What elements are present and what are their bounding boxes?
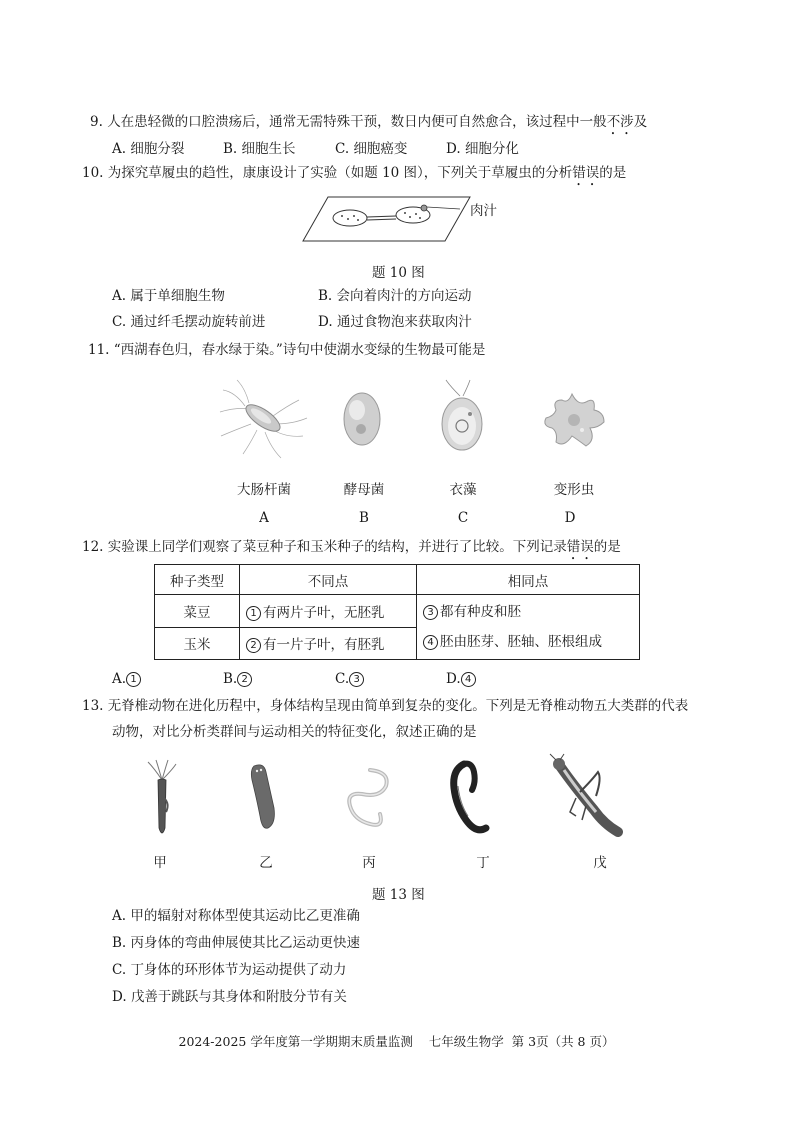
header-seed-type: 种子类型 [155,565,240,595]
q13-animal-jia: 甲 [153,855,167,871]
q11-option-c: C [457,510,469,526]
q9-stem [90,113,647,138]
table-row [155,595,640,628]
seed-comparison-table [154,564,640,660]
q13-stem-text: 无脊椎动物在进化历程中，身体结构呈现由简单到复杂的变化。下列是无脊椎动物五大类群的代表 [107,698,689,714]
q13-animal-wu: 戊 [593,855,607,871]
q12-stem-tail: 的是 [593,539,621,555]
q11-number: 11. [88,342,110,358]
q10-caption: 题 10 图 [372,265,425,281]
q10-stem [82,164,626,189]
q10-number: 10. [82,165,104,181]
q11-option-b: B [359,510,369,526]
e-coli-image [215,378,311,460]
q12-stem [82,538,621,563]
q11-organism-d-name: 变形虫 [553,482,595,498]
row-similarities [417,595,640,660]
similarity-item: 4 胚由胚芽、胚轴、胚根组成 [423,627,633,657]
page-footer: 2024-2025 学年度第一学期期末质量监测 七年级生物学 第 3页（共 8 页） [178,1034,615,1049]
q12-option-c: C. 3 [335,670,366,688]
earthworm-image [446,758,496,840]
q13-caption: 题 13 图 [372,887,425,903]
q9-option-d: D. 细胞分化 [446,141,519,157]
q10-stem-text: 为探究草履虫的趋性，康康设计了实验（如题 10 图），下列关于草履虫的分析 [107,165,573,181]
q11-organism-c-name: 衣藻 [449,482,477,498]
q9-option-c: C. 细胞癌变 [335,141,408,157]
roundworm-image [340,764,396,834]
q10-option-a: A. 属于单细胞生物 [112,288,225,304]
q12-stem-emphasis: 错误 [566,539,594,555]
q9-stem-tail: 及 [633,114,648,130]
q9-stem-text: 人在患轻微的口腔溃疡后，通常无需特殊干预，数日内便可自然愈合，该过程中一般 [107,114,607,130]
row-bean-type: 菜豆 [155,595,240,628]
q9-number: 9. [90,114,103,130]
q10-option-d: D. 通过食物泡来获取肉汁 [318,314,472,330]
q11-organism-b-name: 酵母菌 [343,482,385,498]
circled-number: 2 [246,638,261,653]
grasshopper-image [546,752,626,838]
q12-option-a: A. 1 [112,670,143,688]
q9-stem-emphasis: 不涉 [606,114,634,130]
header-differences: 不同点 [240,565,417,595]
q11-option-d: D [564,510,576,526]
q12-stem-text: 实验课上同学们观察了菜豆种子和玉米种子的结构，并进行了比较。下列记录 [107,539,567,555]
row-corn-type: 玉米 [155,627,240,660]
similarity-item: 3 都有种皮和胚 [423,597,633,627]
q13-stem-line1 [82,697,688,715]
yeast-image [340,388,384,450]
q10-broth-label: 肉汁 [470,203,497,219]
q11-organism-a-name: 大肠杆菌 [237,482,291,498]
q11-option-a: A [259,510,269,526]
q10-option-c: C. 通过纤毛摆动旋转前进 [112,314,266,330]
row-corn-diff: 2 有一片子叶，有胚乳 [240,627,417,660]
q13-animal-yi: 乙 [259,855,273,871]
q12-number: 12. [82,539,104,555]
q13-option-c: C. 丁身体的环形体节为运动提供了动力 [112,962,347,978]
q12-option-b: B. 2 [223,670,254,688]
q10-option-b: B. 会向着肉汁的方向运动 [318,288,472,304]
q13-number: 13. [82,698,104,714]
q11-stem [88,341,485,359]
q9-option-b: B. 细胞生长 [223,141,296,157]
q9-option-a: A. 细胞分裂 [112,141,185,157]
circled-number: 4 [423,635,438,650]
q13-option-a: A. 甲的辐射对称体型使其运动比乙更准确 [112,908,360,924]
q13-stem-line2: 动物，对比分析类群间与运动相关的特征变化，叙述正确的是 [112,724,477,740]
chlamydomonas-image [436,378,490,454]
q10-stem-tail: 的是 [599,165,627,181]
q11-stem-text: “西湖春色归，春水绿于染。”诗句中使湖水变绿的生物最可能是 [113,342,486,358]
row-bean-diff: 1 有两片子叶，无胚乳 [240,595,417,628]
q13-animal-ding: 丁 [476,855,490,871]
q13-option-b: B. 丙身体的弯曲伸展使其比乙运动更快速 [112,935,361,951]
q10-stem-emphasis: 错误 [572,165,600,181]
q13-animal-bing: 丙 [362,855,376,871]
amoeba-image [538,390,610,452]
q13-option-d: D. 戊善于跳跃与其身体和附肢分节有关 [112,989,347,1005]
circled-number: 3 [423,605,438,620]
header-similarities: 相同点 [417,565,640,595]
circled-number: 1 [246,606,261,621]
hydra-image [144,758,180,842]
q12-option-d: D. 4 [446,670,478,688]
table-header-row [155,565,640,595]
planarian-image [246,760,282,832]
